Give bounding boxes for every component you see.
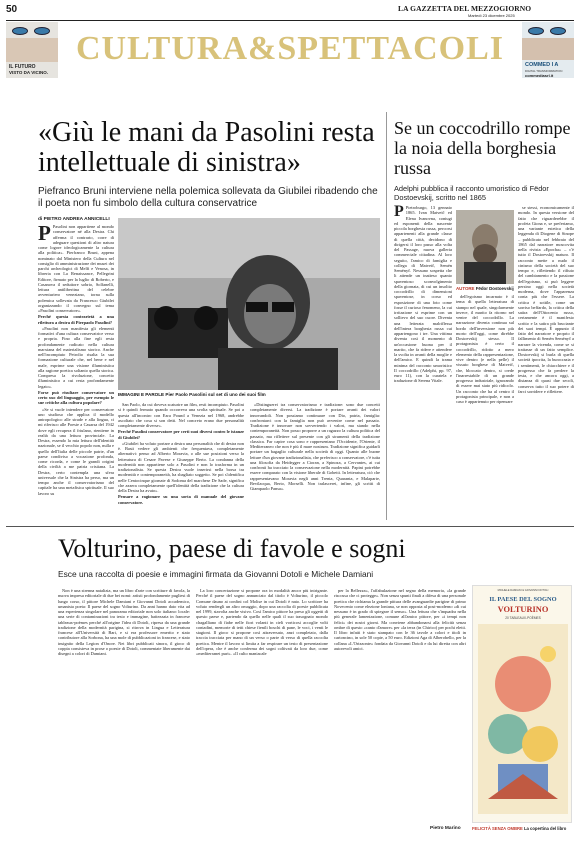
side-col1-text: Pietroburgo, 13 gennaio 1865. Ivan Matveič ed Elena Ivanovna, coniugi ed esponenti della nascente piccola borghesia russa, percorsi appartenenti alla grande classe di quella città, decidono di dirigersi il loro passo alla volta del Passage, nuova galleria commerciale cittadina. Al loro seguito, l'amico di famiglia e collega di Matveič, Semën Semënyč. Nessuno sospetta che li attende un inatteso quanto spaventoso sconvolgimento della giornata, di cui un insolito coccodrillo di dimensioni spaventose, in corso ed esposizione di una foto come fosse il curioso fenomeno, la cui irritazione si esprime con un sollievo del suo cuore. Diventa una letterata malriflessa dell'intera borghesia russa cui appartengono i tre. Una vittima diventa così il momento di un'occasione buona per il marito, che fa ridere e attendere la svolta in avanti della moglie e dell'amico. E quindi la trama minima del racconto umoristico Il coccodrillo (Adelphi, pp. 97, euro 11), con la curatela e traduzione di Serena Vitale.	[394, 205, 452, 384]
side-article-col2	[456, 294, 514, 520]
header-rule	[6, 20, 574, 21]
bottom-article-col3	[334, 588, 466, 824]
bottom-article-col1	[58, 588, 190, 824]
side-photo-caption-text: Fëdor Dostoevskij	[475, 286, 514, 291]
side-col3-text: se stessi, economicamente il mondo. In questa versione del fatto che riguarderebbe il profeta Giona e, se preferiamo, una variante estetica della leggenda di Diogene di Sinope – pubblicato nel febbraio del 1865 dal narratore moscovita nella rivista «Epocha» – c'è tutto il Dostoevskij maturo. Il racconto mette a nudo il cinismo della società del suo tempo e, riflettendo il rifiuto del cambiamento e la passione dell'egoismo, si può leggere persino oggi nella società moderna, dove l'apparenza conta più che l'essere. La critica è sottile, come un sorriso beffardo, la critica della satira dell'Ottocento russo, certamente è il manifesto scritto e la satira più bruciante dei suoi tempi. È appunto il fatto del narratore e proprio il fallimento di Semën Semënyč a narrare la vicenda, come se si trattasse di un fatto semplice. Dostoevskij si burla di quella società ipocrita, la burocrazia e i sentimenti, le chiacchiere e il progresso che fa perdere la testa, e che ancora oggi, a distanza di quasi due secoli, conserva tutto il suo potere di farci sorridere e riflettere.	[518, 205, 574, 394]
main-col1-p2: «Pasolini non manifesta gli elementi formativi d'una cultura conservatrice verso e propria. Fino alla fine egli resta profondamente radicato nella cultura marxiana del materialismo storico. Anche nell'incompiuto Petrolio risalta la sua formazione culturale che, nel bene e nel male, esprime una visione illuministica alla ragione poetica soltanto quella storica. Compresa la rivoluzione, concetto illuministico a cui resta profondamente legato».	[38, 325, 114, 389]
ad-left-line1: IL FUTURO	[9, 64, 36, 70]
main-col2-q1: Perché Pasolini conservatore per certi suoi diversi contro le istanze di Giubilei?	[118, 429, 244, 440]
ad-right	[522, 22, 574, 78]
page-number: 50	[6, 4, 18, 15]
main-photo-caption	[118, 392, 380, 397]
eye-icon	[34, 27, 50, 35]
main-col3-p1: «Distinguerei tra conservatorismo e tradizione: sono due concetti completamente diversi. La tradizione è portare avanti dei valori innovandoli. Non possiamo continuare con Dio, patria, famiglia: confrontarci con la famiglia non può avvenire come nel passato. Tradizione è innovare non sovvertendo i valori, ma stando nella contemporaneità. Non posso proporre a un ragazzo la cultura politica del passato, ma riflettere sul presente con gli strumenti della tradizione classica. Far capire cosa sono e rappresentano l'Occidente, l'Oriente, il Mediterraneo che non è più il mare nostrum. Tradizione significa guidarli portare un bagaglio culturale nella società di oggi. Quanto alle buone letture d'un giovane tradizionalista, che preferisco a conservatore, c'è tutta una filosofia da Heidegger a Cioran, a Spinoza, a Cervantes, ai cui confronti ha tracciato la conservazione nella modernità. Papini potrebbe essere comparato con la visione liberale di Gobetti. In letteratura, ciò che rappresentavano Moravia negli anni Trenta, Quaranta, e Malaparte, Bevilacqua, Berto, Morselli. Non tralascerei, infine, gli scritti di Giampaolo Pansa».	[250, 402, 380, 491]
section-title	[60, 24, 520, 74]
main-article-col3	[250, 402, 380, 520]
issue-date: Martedì 23 dicembre 2025	[468, 13, 515, 18]
dropcap: P	[394, 205, 404, 220]
ad-left	[6, 22, 58, 78]
main-article-col1	[38, 224, 114, 520]
main-photo-caption-text: Pier Paolo Pasolini sul set di uno dei suoi film	[165, 392, 266, 397]
side-article-col3	[518, 205, 574, 520]
bottom-article-author: Pietro Marino	[430, 826, 461, 831]
main-col1-q1: Perché questa contrarietà a una rilettura a destra di Pierpaolo Pasolini?	[38, 314, 114, 325]
side-photo	[456, 210, 514, 284]
book-cover	[472, 585, 572, 823]
book-cover-illustration	[478, 624, 568, 814]
ad-right-sub: DIGITAL TRANSFORMATION	[525, 69, 563, 73]
column-divider	[386, 112, 387, 520]
pasolini-photo	[118, 218, 380, 390]
side-col2-text: dell'egoismo incarnato è il tema di quella letteratura di stampo nel quale, singolarmente invece, il marito fa ritorno nel ventre del coccodrillo. La narrazione diventa continua sul bordo dell'inversione non più morto dell'oggi, come direbbe Dostoevskij stesso. Il protagonista è certo il coccodrillo, ridotto a mero elemento della rappresentazione, vive dentro (e nella pelle) il vissuto borghese di Matveič, che, bloccato dentro, si crede l'inarrestabile di un grande progresso industriale, ignorando di essere mai stato più ridicolo. Un racconto che ha al centro il protagonista principale, e non a caso è appartenuto per ripensare	[456, 294, 514, 404]
main-article-subtitle: Piefranco Bruni interviene nella polemica sollevata da Giubilei ribadendo che il poeta non fu simbolo della cultura conservatrice	[38, 186, 378, 209]
bottom-article-title: Volturino, paese di favole e sogni	[58, 534, 406, 563]
bottom-col2-text: La loro concertazione si propone ora in modalità ancor più intrigante. Perché il paese del sogno annunciato dal titolo è Volturino, il piccolo Comune dauno ai confini col Molise in cui Dotoli è nato. Lo scrittore ha voluto rendergli un altro omaggio, dopo una raccolta di poesie pubblicata nel 1999, stavolta anche visivo. Così l'amico pittore ha preso gli oggetti di questo paese e, partendo da quello nelle quali il suo trasognato mondo chagalliano di fiabe nelle fiori volanti in cieli vorticosi accoglie volti contadini, memorie di tetti chiese fienili boschi di pane, le voci, i venti le stagioni. Il gioco si propone così attraversato, anzi completato, dalla traccia tracciata per mano di un verso o parte di verso di quella raccolta poetica. Mentre il lavoro si limita a far respirare un testo di presentazione dell'opera, che è anche conferma dei sogni coltivati da loro due, come «mediterranei puri». «Il culto maniacale	[196, 588, 328, 656]
side-article-col1	[394, 205, 452, 520]
eye-icon	[550, 27, 566, 35]
main-article-byline: di PIETRO ANDREA ANNICELLI	[38, 217, 110, 222]
bottom-col3-text: per la Bellezza», l'affabulazione nel segno della memoria, «la grande riscossa che ci protegge». Non senza spunti finali a difesa di una personale poetica che richiama la grande pittura delle avanguardie parigine di primo Novecento come elezione lontana, se non opposta al post-moderno «di cui nessuno è in grado di spiegare il senso». Una lettura che s'inquadra nella più generale lamentazione, comune all'amico pittore, per «i tempi non felici» dei nostri giorni. Ma conviene abbandonarsi alla felicità senza ombre di questo «canto d'amore» per «la terra (in Chirico) per pochi eletti. Il libro infatti è stato stampato con le 36 tavole a colori e titoli in cartoncino, in sole 50 copie, a 50 euro. Edizioni Aga di Alberobello, per la collana «L'Orizzonte» fondata da Giovanni Dotoli e da lui diretta con altri autorevoli amici.	[334, 588, 466, 651]
main-photo-caption-label: IMMAGINI E PAROLE	[118, 392, 165, 397]
side-photo-caption	[456, 286, 516, 291]
main-col1-q2: Forse può risultare conservatore un certo uso del linguaggio, per esempio le sue critiche alla cultura popolare?	[38, 389, 114, 406]
section-title-text: CULTURA&SPETTACOLI	[76, 30, 504, 67]
book-cover-title1: IL PAESE DEL SOGNO	[489, 596, 557, 603]
eye-icon	[12, 27, 28, 35]
book-cover-caption-label: FELICITÀ SENZA OMBRE	[472, 826, 523, 831]
dropcap: P	[38, 224, 51, 245]
ad-right-url: commediasrl.it	[525, 73, 554, 78]
book-cover-caption-text: La copertina del libro	[523, 826, 567, 831]
bottom-article-col2	[196, 588, 328, 824]
main-col2-p1: San Paolo, da cui doveva scaturire un film, resti incompiuto. Pasolini si è quindi fermato quando occorreva una svolta spirituale. Se poi a questa all'incontro con Ezra Pound a Venezia nel 1968, andrebbe ascoltato che cosa si son detti. Nel concreto erano due personalità completamente diverse».	[118, 402, 244, 428]
side-article-title: Se un coccodrillo rompe la noia della borghesia russa	[394, 118, 571, 178]
book-cover-caption	[472, 826, 576, 831]
book-cover-title2: VOLTURINO	[497, 605, 549, 614]
bottom-section-rule	[6, 526, 574, 527]
eye-icon	[528, 27, 544, 35]
side-article-subtitle: Adelphi pubblica il racconto umoristico di Fëdor Dostoevskij, scritto nel 1865	[394, 184, 549, 202]
dostoevskij-photo	[456, 210, 514, 284]
bottom-article-subtitle: Esce una raccolta di poesie e immagini firmata da Giovanni Dotoli e Michele Damiani	[58, 569, 374, 579]
bottom-col1-text: Non è una strenna natalizia, ma un libro d'arte con scritture di favola, la nuova impresa editoriale di due bei nomi: artisti profondamente pugliesi di lungo corso, il pittore Michele Damiani e Giovanni Dotoli accademico, umanista poeta: Il paese del sogno Volturino. Da anni hanno dato vita ad una esperienza singolare nel panorama editoriale non solo italiano: locale: una serie di contaminazioni tra testo e immagine, battezzata in francese tableaux-poèmes perché all'origine l'idea di Dotoli, ripresa da una grande tradizione della modernità parigina, si ritrova in Lingua e Letteratura francese all'Università di Bari, e si era professore emerito e stato contributore alla Sorbona, ha una mole di pubblicazioni in francese, e stato insignito della Legion d'Onore. Nei libri pubblicati sinora, il gioco di coppia consisteva in prose o poesie di Dotoli, commentate liberamente dai disegni a colori di Damiani.	[58, 588, 190, 656]
book-cover-sub: 20 TABLEAUX-POÈMES	[505, 616, 541, 620]
ad-left-line2: VISTO DA VICINO.	[9, 70, 49, 75]
side-photo-caption-label: AUTORE	[456, 286, 475, 291]
main-article-col2	[118, 402, 244, 520]
main-col2-q2: Pensare a ragionare su una sorta di manuale del giovane conservatore.	[118, 494, 244, 505]
ad-right-brand: COMMED I A	[525, 62, 559, 68]
main-col2-p2: «Giubilei ha voluto portare a destra una personalità che di destra non è. Basti vedere gli ambienti che frequentava, completamente alternativi: penso ad Alberto Moravia, o alle sue posizioni verso la letteratura di Cesare Pavese e Giuseppe Berto. La condanna della modernità non appartiene solo a Pasolini e non lo trasforma in un tradizionalista. Se questa Destra vuole inserirsi nella borsa tra modernità e contemporaneità, ha sbagliato soggetto. Se poi s'identifica nelle Centocinque giornate di Sodoma del marchese De Sade, significa che azzera completamente quell'identità della tradizione che la cultura della Destra ha avuto».	[118, 440, 244, 493]
main-col1-p3: «Se si vuole intendere per conservatore uno studioso che applica il modello antropologico alle strade e alla lingua, ci mi riferisco alle Poesie a Casarsa del 1942 dove egli recupera il friulano, rientiene in realtà da una lettura provinciale. La Destra, essendo la mia lettura dell'identità nazionale, se il vecchio popolo non, nulla e quello dell'Italia delle piccole patrie, d'un paese condiviso a vocazione profonda, come ricorda, e come le grandi origini della civiltà a me patria cristiana. La Destra, certo contempla una sfera universale che la Sinistra ha perso, ma un tempo anche il conservatorismo del capitale ha una metafisica spirituale. Il suo lavoro su	[38, 406, 114, 496]
newspaper-name: LA GAZZETTA DEL MEZZOGIORNO	[398, 4, 532, 13]
main-photo	[118, 218, 380, 390]
main-article-title: «Giù le mani da Pasolini resta intellettuale di sinistra»	[38, 117, 375, 178]
book-cover-authors: MICHELE DAMIANI & GIOVANNI DOTOLI	[497, 589, 549, 592]
main-col1-p1: Pasolini non appartiene al mondo conservatore né alla Destra. Chi afferma il contrario, corre di adeguare questioni di altro natura come logore ideologicamente la cultura alla politica». Pierfranco Bruni, appena nominato dal Ministero della Cultura nel consiglio di amministrazione dei musei dei parchi archeologici di Melfi e Venosa, in libreria con La Renaissance, Pellegrini Editore, firmato per la luglio di Roberto, e Casanova il seduttore sobrio, Solfanelli, lettura antiliberitna del celebre avventuriero veneziano, torna sulla polemica sollevata da Francesco Giubilei organizzando il convegno sul tema «Pasolini conservatore».	[38, 224, 114, 313]
